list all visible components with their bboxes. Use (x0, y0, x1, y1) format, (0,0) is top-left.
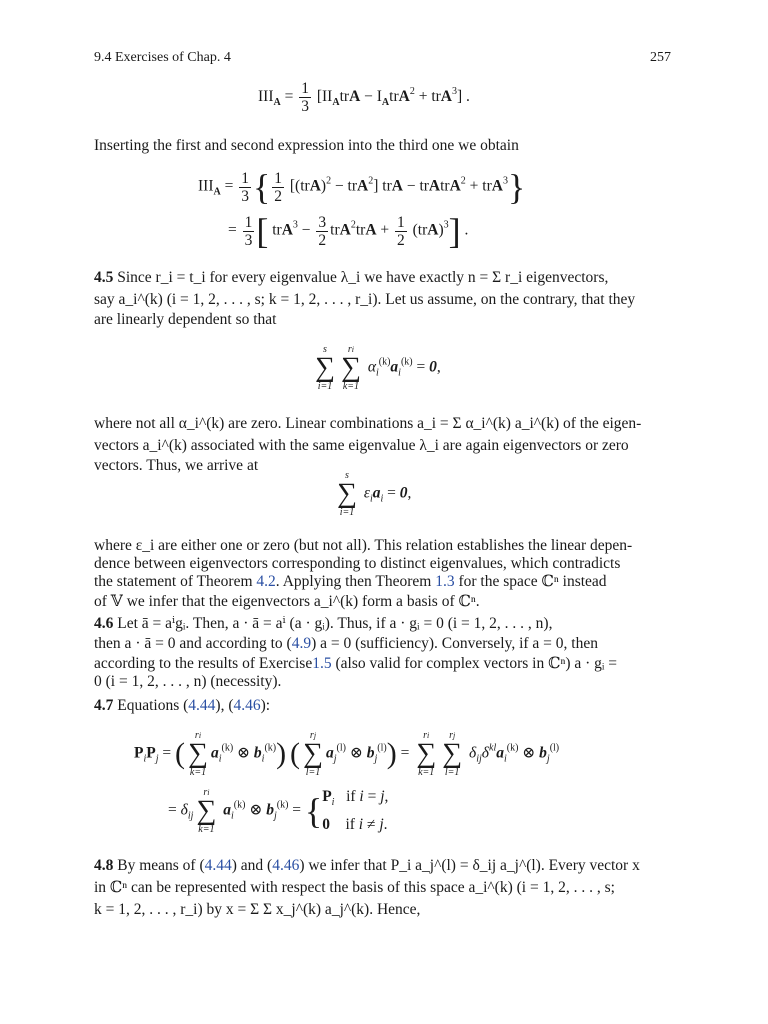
link-eq-4-44[interactable]: 4.44 (204, 857, 232, 874)
equation-projector-product-2: = $\delta_{ij}$ ri ∑ k=1 $a_i^{(k)}$ ⊗ $b_j^{(k)} = \{P_i$ if i = j, 0 if i ≠ j. (168, 787, 389, 835)
exercise-4-6-line2 (94, 634, 674, 653)
exercise-4-5-line7: where ε_i are either one or zero (but not all). This relation establishes the linear depen- (94, 537, 633, 554)
text-fragment: . Applying then Theorem (275, 573, 436, 590)
exercise-4-8-line3: k = 1, 2, . . . , r_i) by x = Σ Σ x_j^(k) a_j^(k). Hence, (94, 901, 421, 918)
link-theorem-1-3[interactable]: 1.3 (435, 573, 455, 590)
text-fragment: By means of ( (117, 857, 205, 874)
exercise-number: 4.7 (94, 697, 114, 714)
link-eq-4-46[interactable]: 4.46 (272, 857, 300, 874)
exercise-4-5-line2: say a_i^(k) (i = 1, 2, . . . , s; k = 1, 2, . . . , r_i). Let us assume, on the contrary, that they (94, 291, 636, 308)
link-eq-4-44[interactable]: 4.44 (188, 697, 216, 714)
exercise-4-5-line9 (94, 572, 674, 591)
exercise-4-5-line6: vectors. Thus, we arrive at (94, 457, 259, 474)
page-number: 257 (650, 50, 671, 65)
exercise-number: 4.8 (94, 857, 114, 874)
paragraph-inserting: Inserting the first and second expression into the third one we obtain (94, 137, 519, 154)
link-eq-4-46[interactable]: 4.46 (233, 697, 261, 714)
equation-IIIA: $III_A$ = $\frac{1}{3}$ $[II_AtrA - I_AtrA^2 + trA^3]$ . (258, 80, 470, 115)
exercise-4-5-line5: vectors a_i^(k) associated with the same eigenvalue λ_i are again eigenvectors or zero (94, 437, 629, 454)
equation-eps-sum: s ∑ i=1 $\varepsilon_ia_i = 0$, (337, 470, 412, 518)
exercise-4-8-line1 (94, 856, 674, 875)
equation-linear-dependence: s ∑ i=1 ri ∑ k=1 $\alpha_i^{(k)}a_i^{(k)} = 0$, (315, 344, 441, 392)
exercise-4-5-line4: where not all α_i^(k) are zero. Linear combinations a_i = Σ α_i^(k) a_i^(k) of the eigen- (94, 415, 642, 432)
exercise-4-5-line3: are linearly dependent so that (94, 311, 277, 328)
exercise-4-6-text1: Let ā = aⁱgᵢ. Then, a · ā = aⁱ (a · gᵢ). Thus, if a · gᵢ = 0 (i = 1, 2, . . . , n), (117, 615, 553, 632)
running-header: 9.4 Exercises of Chap. 4 (94, 50, 231, 65)
text-fragment: the statement of Theorem (94, 573, 257, 590)
text-fragment: for the space ℂⁿ instead (454, 573, 607, 590)
exercise-4-5-line1 (94, 268, 674, 287)
text-fragment: ) and ( (231, 857, 273, 874)
text-fragment: ) we infer that P_i a_j^(l) = δ_ij a_j^(l). Every vector x (299, 857, 640, 874)
exercise-4-7-line1 (94, 696, 674, 715)
text-fragment: ): (260, 697, 271, 714)
link-theorem-4-2[interactable]: 4.2 (256, 573, 276, 590)
text-fragment: Equations ( (117, 697, 189, 714)
text-fragment: ) a = 0 (sufficiency). Conversely, if a = 0, then (311, 635, 598, 652)
exercise-4-5-line8: dence between eigenvectors corresponding to distinct eigenvalues, which contradicts (94, 555, 621, 572)
exercise-4-6-line4: 0 (i = 1, 2, . . . , n) (necessity). (94, 673, 282, 690)
equation-projector-product-1: $P_iP_j$ = ( ri ∑ k=1 $a_i^{(k)}$ ⊗ $b_i^{(k)}$) ( rj ∑ l=1 $a_j^{(l)}$ ⊗ $b_j^{(l)}$) = ri ∑ k=1 rj ∑ l=1 $\delta_{ij}\delta^{kl}a_i^{(k)}$ ⊗ $b_j^{(l)}$ (134, 730, 560, 778)
link-exercise-1-5[interactable]: 1.5 (312, 655, 332, 672)
equation-IIIA-expanded-2: = $\frac{1}{3}$ [ trA$^3$ − $\frac{3}{2}$ trA$^2$trA + $\frac{1}{2}$ (trA)$^3$] . (228, 211, 469, 251)
exercise-4-5-line10: of 𝕍 we infer that the eigenvectors a_i^(k) form a basis of ℂⁿ. (94, 593, 480, 610)
text-fragment: then a · ā = 0 and according to ( (94, 635, 292, 652)
exercise-4-6-line1 (94, 614, 674, 633)
exercise-number: 4.5 (94, 269, 114, 286)
exercise-4-8-line2: in ℂⁿ can be represented with respect the basis of this space a_i^(k) (i = 1, 2, . . . , s; (94, 879, 615, 896)
text-fragment: ), ( (215, 697, 234, 714)
link-eq-4-9[interactable]: 4.9 (291, 635, 312, 652)
text-fragment: (also valid for complex vectors in ℂⁿ) a · gᵢ = (331, 655, 618, 672)
exercise-4-5-text1: Since r_i = t_i for every eigenvalue λ_i we have exactly n = Σ r_i eigenvectors, (117, 269, 609, 286)
text-fragment: according to the results of Exercise (94, 655, 313, 672)
exercise-4-6-line3 (94, 654, 674, 673)
exercise-number: 4.6 (94, 615, 114, 632)
equation-IIIA-expanded-1: $III_A$ = $\frac{1}{3}$ { $\frac{1}{2}$ [(trA)$^2$ − trA$^2$] trA − trAtrA$^2$ + trA$^3$} (198, 167, 526, 207)
